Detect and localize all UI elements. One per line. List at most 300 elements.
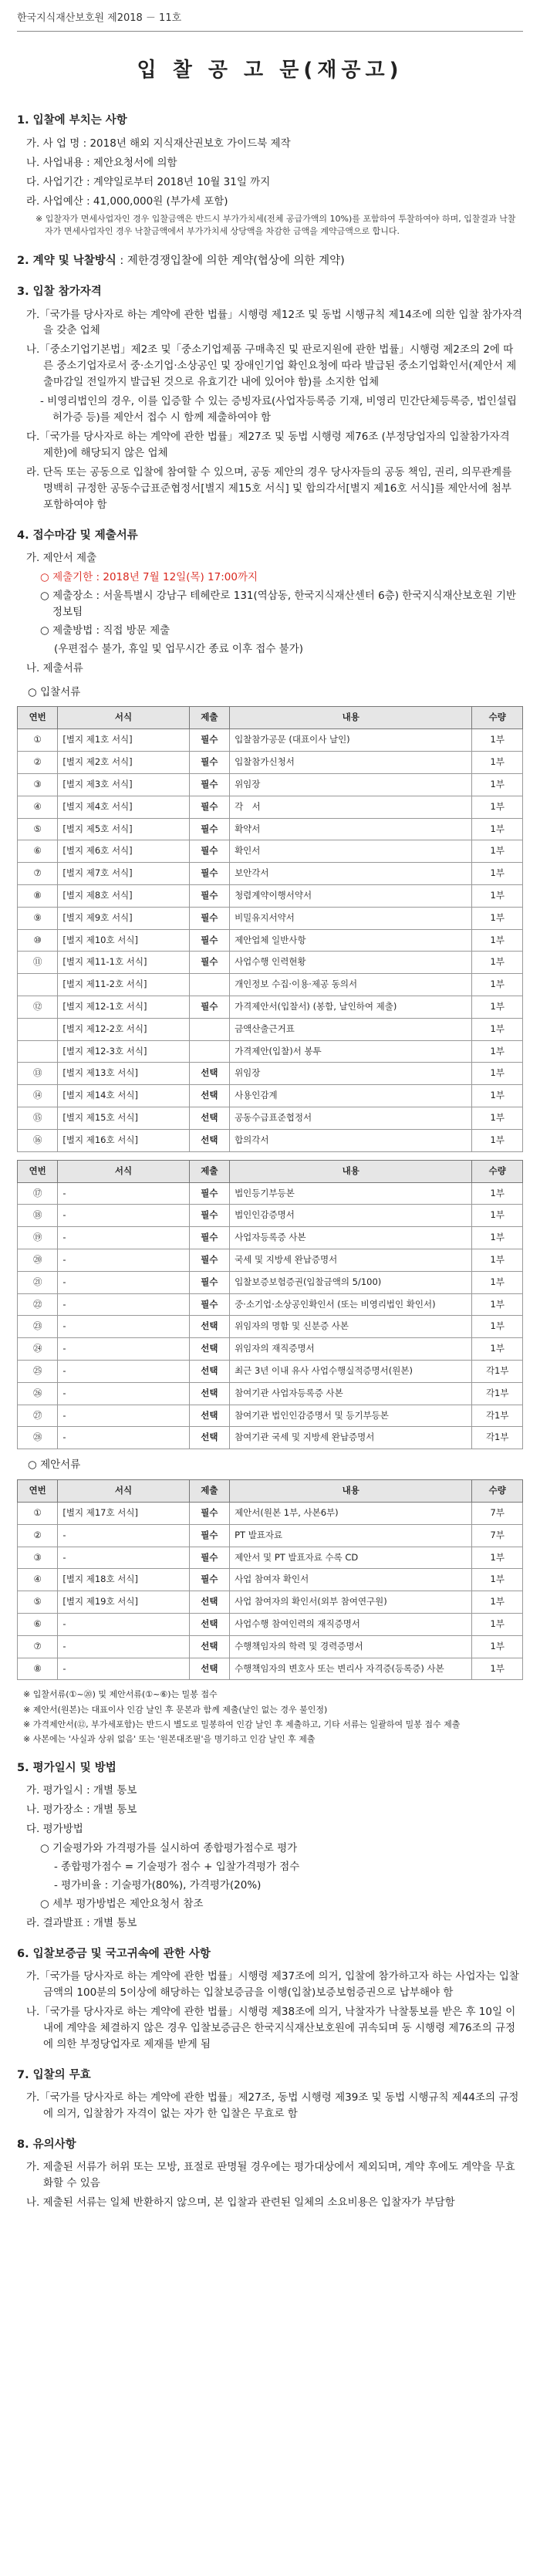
row-number: ④ bbox=[18, 1569, 58, 1591]
table-row bbox=[18, 1547, 523, 1569]
row-content: 확인서 bbox=[230, 840, 472, 863]
s5-method1: ○ 기술평가와 가격평가를 실시하여 종합평가점수로 평가 bbox=[40, 1841, 298, 1854]
row-form: - bbox=[58, 1405, 189, 1427]
row-content: 위임자의 재직증명서 bbox=[230, 1338, 472, 1361]
table-row bbox=[18, 1271, 523, 1293]
row-qty: 1부 bbox=[472, 1591, 523, 1614]
table-note: ※ 가격제안서(⑫, 부가세포함)는 반드시 별도로 밀봉하여 인감 날인 후 제출하고, 기타 서류는 일괄하여 밀봉 접수 제출 bbox=[23, 1719, 461, 1729]
row-qty: 1부 bbox=[472, 929, 523, 952]
table-row bbox=[18, 1524, 523, 1547]
row-number: ⑧ bbox=[18, 1658, 58, 1680]
row-form: - bbox=[58, 1316, 189, 1338]
table-row bbox=[18, 1635, 523, 1658]
row-number bbox=[18, 1018, 58, 1040]
table-row bbox=[18, 1502, 523, 1524]
s5-item-da: 다. 평가방법 bbox=[26, 1822, 83, 1835]
row-content: 사업자등록증 사본 bbox=[230, 1227, 472, 1249]
row-submit: 필수 bbox=[189, 952, 229, 974]
row-content: 중·소기업·소상공인확인서 (또는 비영리법인 확인서) bbox=[230, 1293, 472, 1316]
col-content: 내용 bbox=[230, 1480, 472, 1503]
row-number: ⑬ bbox=[18, 1063, 58, 1085]
table-row bbox=[18, 974, 523, 996]
row-submit: 선택 bbox=[189, 1591, 229, 1614]
row-submit: 필수 bbox=[189, 1182, 229, 1205]
row-number: ㉒ bbox=[18, 1293, 58, 1316]
s5-item-na: 나. 평가장소 : 개별 통보 bbox=[26, 1804, 137, 1817]
row-submit: 필수 bbox=[189, 929, 229, 952]
table-row bbox=[18, 1227, 523, 1249]
row-content: 수행책임자의 변호사 또는 변리사 자격증(등록증) 사본 bbox=[230, 1658, 472, 1680]
table-row bbox=[18, 773, 523, 796]
row-form: [별지 제5호 서식] bbox=[58, 818, 189, 840]
row-qty: 1부 bbox=[472, 1293, 523, 1316]
s5-ratio: - 평가비율 : 기술평가(80%), 가격평가(20%) bbox=[54, 1878, 262, 1891]
row-number: ⑲ bbox=[18, 1227, 58, 1249]
row-content: 입찰보증보험증권(입찰금액의 5/100) bbox=[230, 1271, 472, 1293]
s1-note: ※ 입찰자가 면세사업자인 경우 입찰금액은 반드시 부가가치세(전체 공급가액의 10%)를 포함하여 투찰하여야 하며, 입찰결과 낙찰자가 면세사업자인 경우 낙찰금액에서 부가가치세 상당액을 차감한 금액을 계약금액으로 합니다. bbox=[35, 213, 516, 237]
s4-place: ○ 제출장소 : 서울특별시 강남구 테헤란로 131(역삼동, 한국지식재산센터 6층) 한국지식재산보호원 기반정보팀 bbox=[40, 589, 517, 618]
row-content: 입찰참가공문 (대표이사 날인) bbox=[230, 729, 472, 752]
row-qty: 1부 bbox=[472, 1569, 523, 1591]
row-content: 법인등기부등본 bbox=[230, 1182, 472, 1205]
row-number: ⑰ bbox=[18, 1182, 58, 1205]
row-form: [별지 제17호 서식] bbox=[58, 1502, 189, 1524]
row-content: 가격제안(입찰)서 봉투 bbox=[230, 1040, 472, 1063]
row-qty: 1부 bbox=[472, 796, 523, 818]
proposal-docs-table bbox=[17, 1479, 523, 1680]
row-number: ⑦ bbox=[18, 1635, 58, 1658]
row-form: [별지 제16호 서식] bbox=[58, 1129, 189, 1151]
s4-item-ga: 가. 제안서 제출 bbox=[26, 552, 97, 565]
table-row bbox=[18, 952, 523, 974]
col-form: 서식 bbox=[58, 1480, 189, 1503]
row-number: ⑪ bbox=[18, 952, 58, 974]
table-note: ※ 입찰서류(①~⑳) 및 제안서류(①~⑥)는 밀봉 접수 bbox=[23, 1689, 218, 1700]
section-2-desc: : 제한경쟁입찰에 의한 계약(협상에 의한 계약) bbox=[116, 254, 345, 267]
section-6-title: 6. 입찰보증금 및 국고귀속에 관한 사항 bbox=[17, 1947, 211, 1960]
row-number: ⑭ bbox=[18, 1085, 58, 1107]
table-row bbox=[18, 1361, 523, 1383]
row-number: ⑩ bbox=[18, 929, 58, 952]
section-8-title: 8. 유의사항 bbox=[17, 2138, 76, 2151]
row-form: - bbox=[58, 1205, 189, 1227]
table-row bbox=[18, 1338, 523, 1361]
row-form: [별지 제9호 서식] bbox=[58, 907, 189, 929]
table-row bbox=[18, 818, 523, 840]
s4-method: ○ 제출방법 : 직접 방문 제출 bbox=[40, 624, 170, 637]
row-form: [별지 제12-1호 서식] bbox=[58, 996, 189, 1019]
row-content: 국세 및 지방세 완납증명서 bbox=[230, 1249, 472, 1271]
row-content: 사업 참여자의 확인서(외부 참여연구원) bbox=[230, 1591, 472, 1614]
row-content: 사업수행 인력현황 bbox=[230, 952, 472, 974]
table-row bbox=[18, 1063, 523, 1085]
row-number: ① bbox=[18, 729, 58, 752]
doc-header: 한국지식재산보호원 제2018 － 11호 bbox=[17, 11, 523, 32]
row-qty: 1부 bbox=[472, 863, 523, 885]
row-content: 최근 3년 이내 유사 사업수행실적증명서(원본) bbox=[230, 1361, 472, 1383]
row-submit: 필수 bbox=[189, 729, 229, 752]
row-form: [별지 제15호 서식] bbox=[58, 1107, 189, 1130]
table-row bbox=[18, 1658, 523, 1680]
section-2-heading: 2. 계약 및 낙찰방식 bbox=[17, 254, 116, 267]
table-notes bbox=[23, 1688, 523, 1745]
row-number: ⑥ bbox=[18, 1614, 58, 1636]
s6-item-ga: 가.「국가를 당사자로 하는 계약에 관한 법률」시행령 제37조에 의거, 입찰에 참가하고자 하는 사업자는 입찰금액의 100분의 5이상에 해당하는 입찰보증금을 이행(입찰)보증보험증권으로 납부해야 함 bbox=[26, 1969, 519, 1999]
row-submit: 필수 bbox=[189, 1502, 229, 1524]
row-number: ⑮ bbox=[18, 1107, 58, 1130]
row-form: [별지 제11-1호 서식] bbox=[58, 952, 189, 974]
table-row bbox=[18, 1293, 523, 1316]
row-submit: 필수 bbox=[189, 1524, 229, 1547]
row-content: 제안서 및 PT 발표자료 수록 CD bbox=[230, 1547, 472, 1569]
table-note: ※ 제안서(원본)는 대표이사 인감 날인 후 문본과 함께 제출(날인 없는 경우 불인정) bbox=[23, 1704, 328, 1715]
row-content: 사용인감계 bbox=[230, 1085, 472, 1107]
row-submit bbox=[189, 974, 229, 996]
row-qty: 1부 bbox=[472, 1658, 523, 1680]
row-submit: 필수 bbox=[189, 773, 229, 796]
row-content: 금액산출근거표 bbox=[230, 1018, 472, 1040]
bid-docs-table-2 bbox=[17, 1160, 523, 1450]
row-form: [별지 제14호 서식] bbox=[58, 1085, 189, 1107]
row-form: - bbox=[58, 1338, 189, 1361]
row-form: [별지 제4호 서식] bbox=[58, 796, 189, 818]
row-qty: 1부 bbox=[472, 952, 523, 974]
row-qty: 각1부 bbox=[472, 1405, 523, 1427]
row-form: - bbox=[58, 1547, 189, 1569]
row-number bbox=[18, 974, 58, 996]
row-qty: 1부 bbox=[472, 1614, 523, 1636]
col-content: 내용 bbox=[230, 1160, 472, 1182]
row-number: ② bbox=[18, 752, 58, 774]
row-form: [별지 제6호 서식] bbox=[58, 840, 189, 863]
row-form: - bbox=[58, 1524, 189, 1547]
table-row bbox=[18, 884, 523, 907]
section-2-title bbox=[17, 252, 523, 269]
row-number: ㉕ bbox=[18, 1361, 58, 1383]
row-content: 참여기관 법인인감증명서 및 등기부등본 bbox=[230, 1405, 472, 1427]
row-number: ㉔ bbox=[18, 1338, 58, 1361]
row-qty: 각1부 bbox=[472, 1382, 523, 1405]
row-submit: 필수 bbox=[189, 1249, 229, 1271]
s5-detail: ○ 세부 평가방법은 제안요청서 참조 bbox=[40, 1897, 204, 1910]
row-number: ③ bbox=[18, 1547, 58, 1569]
s1-item-project: 가. 사 업 명 : 2018년 해외 지식재산권보호 가이드북 제작 bbox=[26, 137, 291, 150]
section-3-title: 3. 입찰 참가자격 bbox=[17, 286, 102, 299]
row-qty: 7부 bbox=[472, 1524, 523, 1547]
row-submit: 필수 bbox=[189, 818, 229, 840]
row-qty: 1부 bbox=[472, 1635, 523, 1658]
row-number: ④ bbox=[18, 796, 58, 818]
s5-item-ga: 가. 평가일시 : 개별 통보 bbox=[26, 1784, 137, 1797]
table-row bbox=[18, 1382, 523, 1405]
table-row bbox=[18, 863, 523, 885]
row-content: 참여기관 사업자등록증 사본 bbox=[230, 1382, 472, 1405]
row-submit: 선택 bbox=[189, 1614, 229, 1636]
row-qty: 7부 bbox=[472, 1502, 523, 1524]
row-form: [별지 제12-3호 서식] bbox=[58, 1040, 189, 1063]
row-content: 사업 참여자 확인서 bbox=[230, 1569, 472, 1591]
row-form: [별지 제2호 서식] bbox=[58, 752, 189, 774]
s4-deadline: ○ 제출기한 : 2018년 7월 12일(목) 17:00까지 bbox=[40, 570, 258, 583]
row-submit bbox=[189, 1040, 229, 1063]
row-form: [별지 제11-2호 서식] bbox=[58, 974, 189, 996]
row-form: [별지 제19호 서식] bbox=[58, 1591, 189, 1614]
col-submit: 제출 bbox=[189, 1480, 229, 1503]
row-number: ⑥ bbox=[18, 840, 58, 863]
row-content: 제안업체 일반사항 bbox=[230, 929, 472, 952]
row-content: 입찰참가신청서 bbox=[230, 752, 472, 774]
row-submit: 필수 bbox=[189, 863, 229, 885]
row-submit: 선택 bbox=[189, 1658, 229, 1680]
row-number: ⑤ bbox=[18, 1591, 58, 1614]
row-content: 개인정보 수집·이용·제공 동의서 bbox=[230, 974, 472, 996]
table-row bbox=[18, 796, 523, 818]
row-form: - bbox=[58, 1427, 189, 1449]
s6-item-na: 나.「국가를 당사자로 하는 계약에 관한 법률」시행령 제38조에 의거, 낙찰자가 낙찰통보를 받은 후 10일 이내에 계약을 체결하지 않은 경우 입찰보증금은 한국지식재산보호원에 귀속되며 동 시행령 제76조의 규정에 의한 부정당업자로 제재를 받게 됨 bbox=[26, 2005, 516, 2050]
row-number bbox=[18, 1040, 58, 1063]
bid-docs-table-1 bbox=[17, 706, 523, 1151]
s4-method-note: (우편접수 불가, 휴일 및 업무시간 종료 이후 접수 불가) bbox=[54, 642, 304, 655]
col-form: 서식 bbox=[58, 707, 189, 729]
row-number: ㉑ bbox=[18, 1271, 58, 1293]
row-submit: 선택 bbox=[189, 1338, 229, 1361]
table-row bbox=[18, 907, 523, 929]
row-content: 가격제안서(입찰서) (봉함, 날인하여 제출) bbox=[230, 996, 472, 1019]
proposal-docs-label: ○ 제안서류 bbox=[28, 1459, 81, 1472]
row-content: 사업수행 참여인력의 재직증명서 bbox=[230, 1614, 472, 1636]
section-1-title: 1. 입찰에 부치는 사항 bbox=[17, 114, 127, 127]
row-submit bbox=[189, 1018, 229, 1040]
section-7-title: 7. 입찰의 무효 bbox=[17, 2068, 91, 2081]
row-content: 확약서 bbox=[230, 818, 472, 840]
table-row bbox=[18, 1129, 523, 1151]
row-number: ㉘ bbox=[18, 1427, 58, 1449]
row-form: - bbox=[58, 1271, 189, 1293]
row-number: ② bbox=[18, 1524, 58, 1547]
row-qty: 1부 bbox=[472, 1338, 523, 1361]
s7-item-ga: 가.「국가를 당사자로 하는 계약에 관한 법률」제27조, 동법 시행령 제39조 및 동법 시행규칙 제44조의 규정에 의거, 입찰참가 자격이 없는 자가 한 입찰은 무효로 함 bbox=[26, 2091, 519, 2120]
row-submit: 필수 bbox=[189, 1569, 229, 1591]
s5-item-ra: 라. 결과발표 : 개별 통보 bbox=[26, 1916, 137, 1929]
row-number: ⑤ bbox=[18, 818, 58, 840]
row-content: 위임장 bbox=[230, 773, 472, 796]
row-qty: 1부 bbox=[472, 1249, 523, 1271]
row-form: [별지 제1호 서식] bbox=[58, 729, 189, 752]
row-form: [별지 제10호 서식] bbox=[58, 929, 189, 952]
row-form: [별지 제3호 서식] bbox=[58, 773, 189, 796]
row-submit: 선택 bbox=[189, 1085, 229, 1107]
col-qty: 수량 bbox=[472, 1480, 523, 1503]
col-submit: 제출 bbox=[189, 1160, 229, 1182]
row-qty: 1부 bbox=[472, 1205, 523, 1227]
row-form: [별지 제8호 서식] bbox=[58, 884, 189, 907]
row-submit: 필수 bbox=[189, 884, 229, 907]
row-number: ㉗ bbox=[18, 1405, 58, 1427]
s3-item-da: 다.「국가를 당사자로 하는 계약에 관한 법률」제27조 및 동법 시행령 제76조 (부정당업자의 입찰참가자격 제한)에 해당되지 않은 업체 bbox=[26, 430, 510, 459]
s1-item-period: 다. 사업기간 : 계약일로부터 2018년 10월 31일 까지 bbox=[26, 175, 271, 188]
table-row bbox=[18, 752, 523, 774]
s8-item-ga: 가. 제출된 서류가 허위 또는 모방, 표절로 판명될 경우에는 평가대상에서 제외되며, 계약 후에도 계약을 무효화할 수 있음 bbox=[26, 2161, 515, 2190]
table-note: ※ 사본에는 '사실과 상위 없음' 또는 '원본대조필'을 명기하고 인감 날인 후 제출 bbox=[23, 1733, 316, 1744]
table-row bbox=[18, 1569, 523, 1591]
row-number: ① bbox=[18, 1502, 58, 1524]
row-qty: 1부 bbox=[472, 752, 523, 774]
table-row bbox=[18, 1316, 523, 1338]
row-qty: 1부 bbox=[472, 1129, 523, 1151]
row-form: [별지 제18호 서식] bbox=[58, 1569, 189, 1591]
row-qty: 1부 bbox=[472, 884, 523, 907]
row-form: [별지 제12-2호 서식] bbox=[58, 1018, 189, 1040]
col-form: 서식 bbox=[58, 1160, 189, 1182]
table-row bbox=[18, 996, 523, 1019]
row-number: ⑯ bbox=[18, 1129, 58, 1151]
row-qty: 1부 bbox=[472, 974, 523, 996]
row-qty: 1부 bbox=[472, 1085, 523, 1107]
row-submit: 필수 bbox=[189, 1205, 229, 1227]
col-content: 내용 bbox=[230, 707, 472, 729]
row-submit: 선택 bbox=[189, 1635, 229, 1658]
s1-item-budget: 라. 사업예산 : 41,000,000원 (부가세 포함) bbox=[26, 194, 228, 208]
row-number: ⑱ bbox=[18, 1205, 58, 1227]
row-submit: 필수 bbox=[189, 752, 229, 774]
row-content: 비밀유지서약서 bbox=[230, 907, 472, 929]
row-submit: 선택 bbox=[189, 1129, 229, 1151]
row-form: - bbox=[58, 1361, 189, 1383]
row-form: - bbox=[58, 1614, 189, 1636]
row-form: - bbox=[58, 1635, 189, 1658]
row-qty: 1부 bbox=[472, 818, 523, 840]
row-qty: 1부 bbox=[472, 1182, 523, 1205]
row-submit: 필수 bbox=[189, 1271, 229, 1293]
row-content: 참여기관 국세 및 지방세 완납증명서 bbox=[230, 1427, 472, 1449]
row-form: [별지 제7호 서식] bbox=[58, 863, 189, 885]
row-form: - bbox=[58, 1658, 189, 1680]
row-qty: 각1부 bbox=[472, 1361, 523, 1383]
row-form: - bbox=[58, 1227, 189, 1249]
table-row bbox=[18, 1591, 523, 1614]
row-qty: 각1부 bbox=[472, 1427, 523, 1449]
row-submit: 필수 bbox=[189, 996, 229, 1019]
s3-item-na-sub: - 비영리법인의 경우, 이를 입증할 수 있는 증빙자료(사업자등록증 기재, 비영리 민간단체등록증, 법인설립허가증 등)를 제안서 접수 시 함께 제출하여야 함 bbox=[40, 395, 517, 424]
row-submit: 필수 bbox=[189, 796, 229, 818]
table-row bbox=[18, 1249, 523, 1271]
row-content: 수행책임자의 학력 및 경력증명서 bbox=[230, 1635, 472, 1658]
row-form: [별지 제13호 서식] bbox=[58, 1063, 189, 1085]
row-content: 제안서(원본 1부, 사본6부) bbox=[230, 1502, 472, 1524]
row-submit: 필수 bbox=[189, 1293, 229, 1316]
row-qty: 1부 bbox=[472, 1271, 523, 1293]
row-content: 법인인감증명서 bbox=[230, 1205, 472, 1227]
row-qty: 1부 bbox=[472, 1018, 523, 1040]
row-number: ⑳ bbox=[18, 1249, 58, 1271]
row-number: ⑧ bbox=[18, 884, 58, 907]
bid-docs-label: ○ 입찰서류 bbox=[28, 685, 81, 698]
s3-item-ga: 가.「국가를 당사자로 하는 계약에 관한 법률」시행령 제12조 및 동법 시행규칙 제14조에 의한 입찰 참가자격을 갖춘 업체 bbox=[26, 308, 523, 337]
row-form: - bbox=[58, 1382, 189, 1405]
row-submit: 선택 bbox=[189, 1063, 229, 1085]
s8-item-na: 나. 제출된 서류는 일체 반환하지 않으며, 본 입찰과 관련된 일체의 소요비용은 입찰자가 부담함 bbox=[26, 2196, 455, 2209]
row-qty: 1부 bbox=[472, 1107, 523, 1130]
row-qty: 1부 bbox=[472, 1547, 523, 1569]
row-qty: 1부 bbox=[472, 907, 523, 929]
s5-calc: - 종합평가점수 = 기술평가 점수 + 입찰가격평가 점수 bbox=[54, 1860, 300, 1873]
row-qty: 1부 bbox=[472, 1063, 523, 1085]
col-submit: 제출 bbox=[189, 707, 229, 729]
row-number: ③ bbox=[18, 773, 58, 796]
row-submit: 선택 bbox=[189, 1427, 229, 1449]
row-form: - bbox=[58, 1182, 189, 1205]
table-row bbox=[18, 1040, 523, 1063]
row-qty: 1부 bbox=[472, 840, 523, 863]
s1-item-content: 나. 사업내용 : 제안요청서에 의함 bbox=[26, 156, 177, 169]
row-content: 보안각서 bbox=[230, 863, 472, 885]
row-number: ㉓ bbox=[18, 1316, 58, 1338]
table-row bbox=[18, 1205, 523, 1227]
row-submit: 필수 bbox=[189, 1227, 229, 1249]
col-no: 연번 bbox=[18, 1160, 58, 1182]
row-qty: 1부 bbox=[472, 1040, 523, 1063]
s4-item-na: 나. 제출서류 bbox=[26, 661, 83, 674]
row-content: PT 발표자료 bbox=[230, 1524, 472, 1547]
row-qty: 1부 bbox=[472, 996, 523, 1019]
section-5-title: 5. 평가일시 및 방법 bbox=[17, 1761, 116, 1774]
table-row bbox=[18, 1614, 523, 1636]
table-row bbox=[18, 929, 523, 952]
row-submit: 선택 bbox=[189, 1361, 229, 1383]
table-row bbox=[18, 1182, 523, 1205]
row-submit: 필수 bbox=[189, 1547, 229, 1569]
row-content: 위임장 bbox=[230, 1063, 472, 1085]
row-content: 각 서 bbox=[230, 796, 472, 818]
row-qty: 1부 bbox=[472, 729, 523, 752]
row-qty: 1부 bbox=[472, 1316, 523, 1338]
row-qty: 1부 bbox=[472, 773, 523, 796]
col-no: 연번 bbox=[18, 1480, 58, 1503]
table-row bbox=[18, 1427, 523, 1449]
row-number: ㉖ bbox=[18, 1382, 58, 1405]
table-row bbox=[18, 1107, 523, 1130]
row-content: 청렴계약이행서약서 bbox=[230, 884, 472, 907]
row-submit: 필수 bbox=[189, 840, 229, 863]
table-row bbox=[18, 729, 523, 752]
table-row bbox=[18, 1085, 523, 1107]
section-4-title: 4. 접수마감 및 제출서류 bbox=[17, 529, 138, 542]
row-form: - bbox=[58, 1293, 189, 1316]
row-content: 공동수급표준협정서 bbox=[230, 1107, 472, 1130]
row-number: ⑦ bbox=[18, 863, 58, 885]
row-submit: 선택 bbox=[189, 1107, 229, 1130]
row-number: ⑨ bbox=[18, 907, 58, 929]
row-submit: 선택 bbox=[189, 1316, 229, 1338]
row-number: ⑫ bbox=[18, 996, 58, 1019]
row-submit: 선택 bbox=[189, 1382, 229, 1405]
col-qty: 수량 bbox=[472, 1160, 523, 1182]
row-content: 합의각서 bbox=[230, 1129, 472, 1151]
row-qty: 1부 bbox=[472, 1227, 523, 1249]
row-form: - bbox=[58, 1249, 189, 1271]
page-title: 입 찰 공 고 문(재공고) bbox=[137, 59, 403, 83]
table-row bbox=[18, 1405, 523, 1427]
s3-item-na: 나.「중소기업기본법」제2조 및「중소기업제품 구매촉진 및 판로지원에 관한 법률」시행령 제2조의 2에 따른 중소기업자로서 중·소기업·소상공인 및 장애인기업 확인요청에 따라 발급된 중소기업확인서(제안서 제출마감일 전일까지 발급된 것으로 유효기간 내에 있어야 함)를 소지한 업체 bbox=[26, 343, 517, 389]
table-row bbox=[18, 840, 523, 863]
col-no: 연번 bbox=[18, 707, 58, 729]
s3-item-ra: 라. 단독 또는 공동으로 입찰에 참여할 수 있으며, 공동 제안의 경우 당사자들의 공동 책임, 권리, 의무관계를 명백히 규정한 공동수급표준협정서[별지 제15호 서식] 및 합의각서[별지 제16호 서식]를 제안서에 첨부 포함하여야 함 bbox=[26, 465, 512, 511]
col-qty: 수량 bbox=[472, 707, 523, 729]
row-submit: 선택 bbox=[189, 1405, 229, 1427]
row-submit: 필수 bbox=[189, 907, 229, 929]
row-content: 위임자의 명함 및 신분증 사본 bbox=[230, 1316, 472, 1338]
table-row bbox=[18, 1018, 523, 1040]
